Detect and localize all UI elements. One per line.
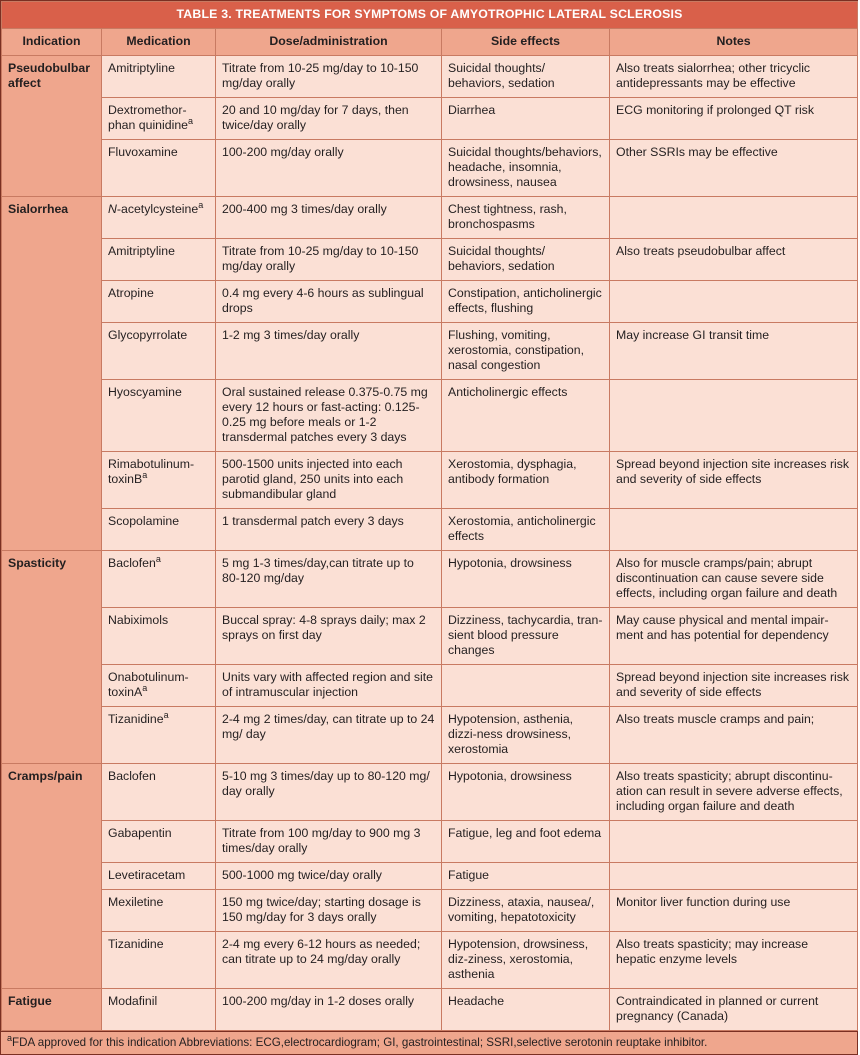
dose-cell: 1-2 mg 3 times/day orally (216, 323, 442, 380)
side-effects-cell: Flushing, vomiting, xerostomia, constipation, nasal congestion (442, 323, 610, 380)
notes-cell: Also treats muscle cramps and pain; (610, 707, 858, 764)
treatments-table (1, 1, 858, 1031)
dose-cell: 0.4 mg every 4-6 hours as sublingual drops (216, 281, 442, 323)
table-row (2, 197, 858, 239)
table-row (2, 665, 858, 707)
dose-cell: Titrate from 10-25 mg/day to 10-150 mg/day orally (216, 56, 442, 98)
table-row (2, 56, 858, 98)
side-effects-cell (442, 665, 610, 707)
notes-cell: Monitor liver function during use (610, 890, 858, 932)
dose-cell: 500-1000 mg twice/day orally (216, 863, 442, 890)
table-body (2, 56, 858, 1031)
table-row (2, 821, 858, 863)
indication-cell: Spasticity (2, 551, 102, 764)
column-header-medication: Medication (102, 29, 216, 56)
table-footnote (0, 1032, 858, 1055)
dose-cell: 100-200 mg/day orally (216, 140, 442, 197)
notes-cell: Contraindicated in planned or current pregnancy (Canada) (610, 989, 858, 1031)
notes-cell: Spread beyond injection site increases risk and severity of side effects (610, 665, 858, 707)
medication-cell: Nabiximols (102, 608, 216, 665)
medication-cell: Onabotulinum-toxinA$^a$ (102, 665, 216, 707)
medication-cell: Fluvoxamine (102, 140, 216, 197)
notes-cell: ECG monitoring if prolonged QT risk (610, 98, 858, 140)
notes-cell (610, 197, 858, 239)
table-title: TABLE 3. TREATMENTS FOR SYMPTOMS OF AMYOTROPHIC LATERAL SCLEROSIS (2, 2, 858, 29)
medication-cell: Baclofen$^a$ (102, 551, 216, 608)
indication-cell: Cramps/pain (2, 764, 102, 989)
column-header-indication: Indication (2, 29, 102, 56)
dose-cell: Units vary with affected region and site of intramuscular injection (216, 665, 442, 707)
table-row (2, 608, 858, 665)
dose-cell: 1 transdermal patch every 3 days (216, 509, 442, 551)
medication-cell: Amitriptyline (102, 56, 216, 98)
medication-cell: Levetiracetam (102, 863, 216, 890)
medication-cell: Dextromethor-phan quinidine$^a$ (102, 98, 216, 140)
table-row (2, 863, 858, 890)
notes-cell: Also treats sialorrhea; other tricyclic antidepressants may be effective (610, 56, 858, 98)
dose-cell: 20 and 10 mg/day for 7 days, then twice/day orally (216, 98, 442, 140)
side-effects-cell: Dizziness, tachycardia, tran-sient blood pressure changes (442, 608, 610, 665)
side-effects-cell: Diarrhea (442, 98, 610, 140)
notes-cell: Other SSRIs may be effective (610, 140, 858, 197)
notes-cell: Also treats spasticity; abrupt discontinu-ation can result in severe adverse effects, including organ failure and death (610, 764, 858, 821)
dose-cell: 2-4 mg 2 times/day, can titrate up to 24 mg/ day (216, 707, 442, 764)
dose-cell: 150 mg twice/day; starting dosage is 150 mg/day for 3 days orally (216, 890, 442, 932)
notes-cell: May cause physical and mental impair-ment and has potential for dependency (610, 608, 858, 665)
dose-cell: Titrate from 10-25 mg/day to 10-150 mg/day orally (216, 239, 442, 281)
indication-cell: Fatigue (2, 989, 102, 1031)
side-effects-cell: Headache (442, 989, 610, 1031)
table-row (2, 932, 858, 989)
medication-cell: Glycopyrrolate (102, 323, 216, 380)
medication-cell: Gabapentin (102, 821, 216, 863)
table-row (2, 509, 858, 551)
table-title-row (2, 2, 858, 29)
table-row (2, 380, 858, 452)
column-header-side-effects: Side effects (442, 29, 610, 56)
medication-cell: Tizanidine (102, 932, 216, 989)
medication-cell: Baclofen (102, 764, 216, 821)
dose-cell: Buccal spray: 4-8 sprays daily; max 2 sprays on first day (216, 608, 442, 665)
dose-cell: Oral sustained release 0.375-0.75 mg every 12 hours or fast-acting: 0.125-0.25 mg before meals or 1-2 transdermal patches every 3 days (216, 380, 442, 452)
medication-cell: Scopolamine (102, 509, 216, 551)
side-effects-cell: Xerostomia, dysphagia, antibody formation (442, 452, 610, 509)
medication-cell: Mexiletine (102, 890, 216, 932)
table-row (2, 452, 858, 509)
medication-cell: Amitriptyline (102, 239, 216, 281)
table-row (2, 764, 858, 821)
medication-cell: Modafinil (102, 989, 216, 1031)
medication-cell: Tizanidine$^a$ (102, 707, 216, 764)
table-row (2, 239, 858, 281)
dose-cell: 100-200 mg/day in 1-2 doses orally (216, 989, 442, 1031)
side-effects-cell: Fatigue, leg and foot edema (442, 821, 610, 863)
side-effects-cell: Dizziness, ataxia, nausea/, vomiting, hepatotoxicity (442, 890, 610, 932)
side-effects-cell: Hypotension, asthenia, dizzi-ness drowsiness, xerostomia (442, 707, 610, 764)
side-effects-cell: Constipation, anticholinergic effects, flushing (442, 281, 610, 323)
indication-cell: Sialorrhea (2, 197, 102, 551)
table-header-row (2, 29, 858, 56)
table-row (2, 890, 858, 932)
side-effects-cell: Suicidal thoughts/ behaviors, sedation (442, 239, 610, 281)
notes-cell (610, 281, 858, 323)
table-row (2, 281, 858, 323)
dose-cell: 5 mg 1-3 times/day,can titrate up to 80-120 mg/day (216, 551, 442, 608)
side-effects-cell: Anticholinergic effects (442, 380, 610, 452)
notes-cell (610, 821, 858, 863)
side-effects-cell: Hypotension, drowsiness, diz-ziness, xerostomia, asthenia (442, 932, 610, 989)
table-row (2, 323, 858, 380)
footnote-text: FDA approved for this indication Abbreviations: ECG,electrocardiogram; GI, gastrointestinal; SSRI,selective serotonin reuptake inhibitor. (12, 1036, 708, 1049)
medication-cell: N-acetylcysteine$^a$ (102, 197, 216, 239)
medication-cell: Atropine (102, 281, 216, 323)
medication-cell: Rimabotulinum-toxinB$^a$ (102, 452, 216, 509)
side-effects-cell: Hypotonia, drowsiness (442, 551, 610, 608)
dose-cell: 2-4 mg every 6-12 hours as needed; can titrate up to 24 mg/day orally (216, 932, 442, 989)
table-row (2, 989, 858, 1031)
table-row (2, 707, 858, 764)
indication-cell: Pseudobulbar affect (2, 56, 102, 197)
notes-cell (610, 509, 858, 551)
notes-cell: Also treats pseudobulbar affect (610, 239, 858, 281)
notes-cell: May increase GI transit time (610, 323, 858, 380)
notes-cell (610, 380, 858, 452)
side-effects-cell: Suicidal thoughts/ behaviors, sedation (442, 56, 610, 98)
notes-cell (610, 863, 858, 890)
dose-cell: 5-10 mg 3 times/day up to 80-120 mg/ day orally (216, 764, 442, 821)
column-header-dose: Dose/administration (216, 29, 442, 56)
dose-cell: 500-1500 units injected into each parotid gland, 250 units into each submandibular gland (216, 452, 442, 509)
medication-cell: Hyoscyamine (102, 380, 216, 452)
side-effects-cell: Chest tightness, rash, bronchospasms (442, 197, 610, 239)
footnote-marker: a (7, 1033, 13, 1044)
table-row (2, 140, 858, 197)
dose-cell: 200-400 mg 3 times/day orally (216, 197, 442, 239)
side-effects-cell: Suicidal thoughts/behaviors, headache, insomnia, drowsiness, nausea (442, 140, 610, 197)
side-effects-cell: Fatigue (442, 863, 610, 890)
table-row (2, 98, 858, 140)
side-effects-cell: Hypotonia, drowsiness (442, 764, 610, 821)
notes-cell: Also treats spasticity; may increase hepatic enzyme levels (610, 932, 858, 989)
dose-cell: Titrate from 100 mg/day to 900 mg 3 times/day orally (216, 821, 442, 863)
column-header-notes: Notes (610, 29, 858, 56)
notes-cell: Spread beyond injection site increases risk and severity of side effects (610, 452, 858, 509)
table-row (2, 551, 858, 608)
side-effects-cell: Xerostomia, anticholinergic effects (442, 509, 610, 551)
notes-cell: Also for muscle cramps/pain; abrupt discontinuation can cause severe side effects, including organ failure and death (610, 551, 858, 608)
